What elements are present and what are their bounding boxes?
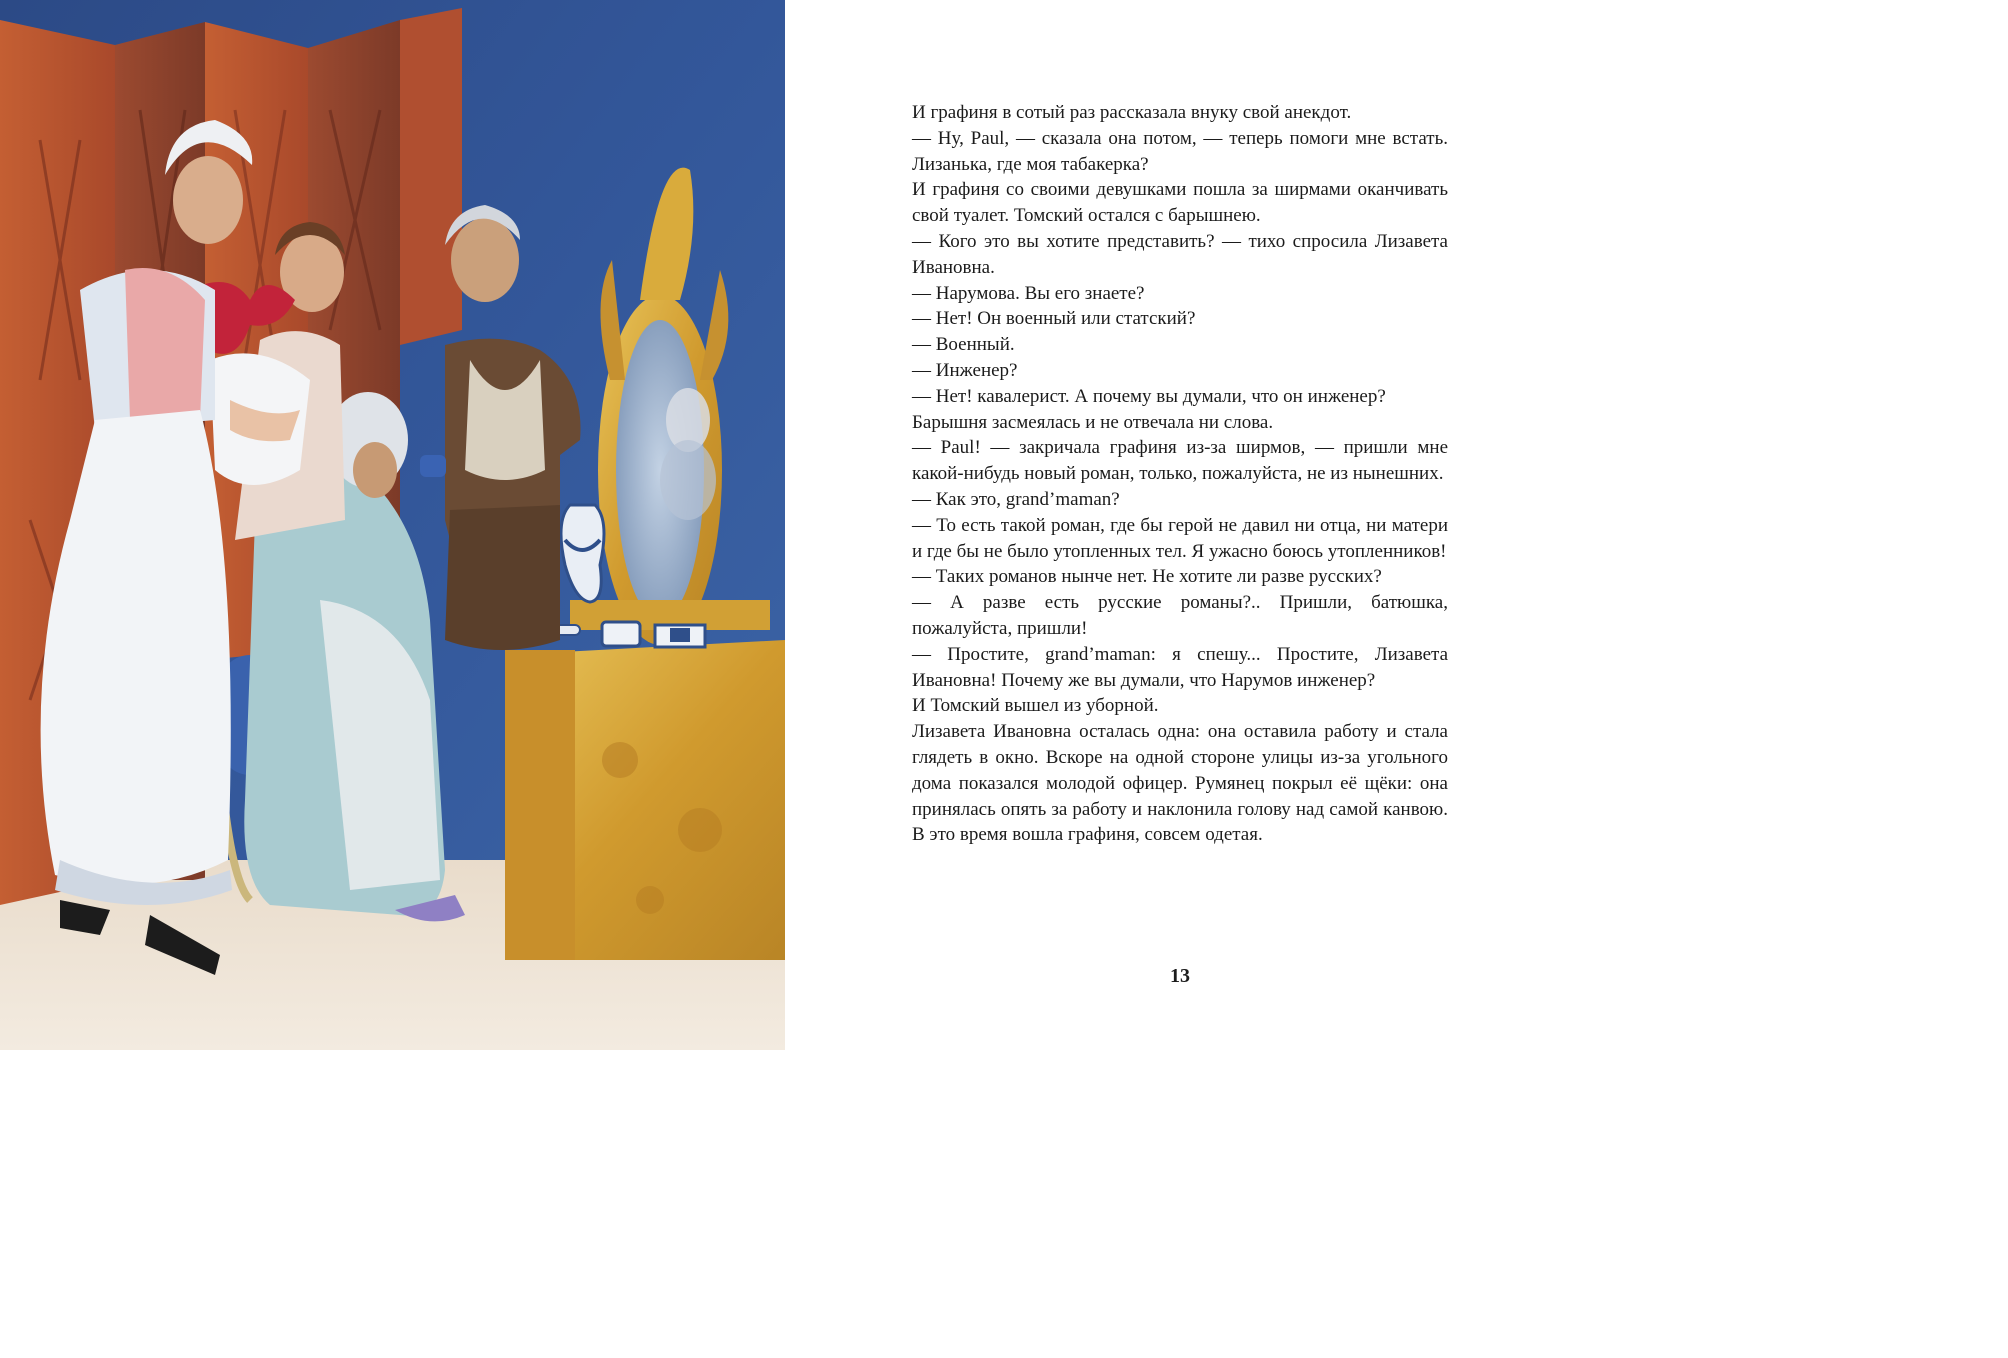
paragraph: — Таких романов нынче нет. Не хотите ли разве русских? bbox=[912, 566, 1382, 588]
paragraph: Лизавета Ивановна осталась одна: она оставила работу и стала глядеть в окно. Вскоре на одной стороне улицы из-за угольного дома показался молодой офицер. Румянец покрыл её щёки: она принялась опять за работу и наклонила голову над самой канвою. В это время вошла графиня, совсем одетая. bbox=[912, 721, 1448, 846]
paragraph: — Простите, grand’maman: я спешу... Простите, Лизавета Ивановна! Почему же вы думали, что Нарумов инженер? bbox=[912, 643, 1448, 691]
paragraph: И Томский вышел из уборной. bbox=[912, 695, 1159, 717]
watercolor-scene bbox=[0, 0, 785, 1050]
paragraph: Барышня засмеялась и не отвечала ни слова. bbox=[912, 411, 1274, 433]
paragraph: — Ну, Paul, — сказала она потом, — теперь помоги мне встать. Лизанька, где моя табакерка? bbox=[912, 127, 1448, 175]
paragraph: — Военный. bbox=[912, 334, 1015, 356]
paragraph: — А разве есть русские романы?.. Пришли, батюшка, пожалуйста, пришли! bbox=[912, 592, 1448, 639]
paragraph: — Paul! — закричала графиня из-за ширмов, — пришли мне какой-нибудь новый роман, только, пожалуйста, не из нынешних. bbox=[912, 437, 1448, 485]
paragraph: — То есть такой роман, где бы герой не давил ни отца, ни матери и где бы не было утопленных тел. Я ужасно боюсь утопленников! bbox=[912, 514, 1448, 562]
paragraph: И графиня со своими девушками пошла за ширмами оканчивать свой туалет. Томский остался с барышнею. bbox=[912, 179, 1448, 227]
paragraph: И графиня в сотый раз рассказала внуку свой анекдот. bbox=[912, 102, 1352, 123]
paragraph: — Как это, grand’maman? bbox=[912, 488, 1120, 510]
paragraph: — Нарумова. Вы его знаете? bbox=[912, 282, 1145, 304]
paragraph: — Кого это вы хотите представить? — тихо спросила Лизавета Ивановна. bbox=[912, 230, 1448, 278]
text-column bbox=[912, 100, 1448, 848]
page-number: 13 bbox=[1170, 965, 1190, 987]
illustration-countess-toilette bbox=[0, 0, 785, 1050]
paragraph: — Нет! кавалерист. А почему вы думали, что он инженер? bbox=[912, 385, 1386, 407]
paragraph: — Нет! Он военный или статский? bbox=[912, 308, 1196, 330]
paragraph: — Инженер? bbox=[912, 359, 1018, 381]
